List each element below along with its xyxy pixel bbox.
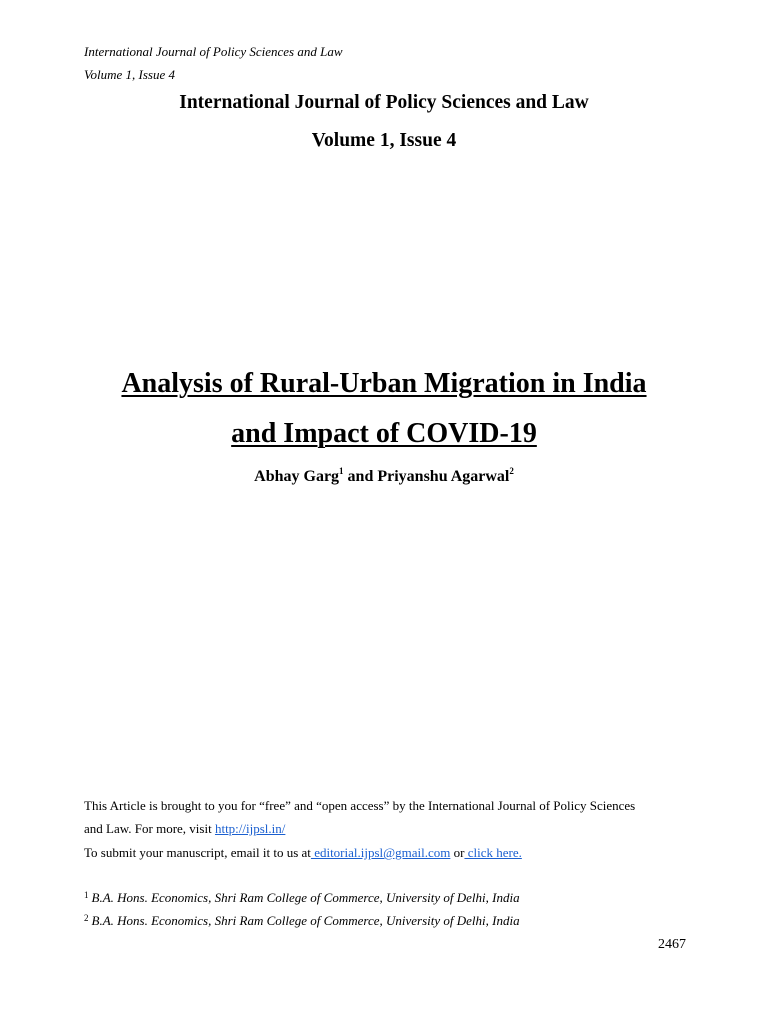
author-2-footnote-mark: 2 (509, 465, 514, 476)
notice-or-text: or (450, 845, 465, 860)
article-title-line-1: Analysis of Rural-Urban Migration in India (121, 368, 647, 399)
running-header-journal: International Journal of Policy Sciences and Law (84, 44, 343, 59)
running-header-issue: Volume 1, Issue 4 (84, 67, 175, 82)
footnote-1-text: B.A. Hons. Economics, Shri Ram College of Commerce, University of Delhi, India (91, 890, 520, 905)
notice-line-1: This Article is brought to you for “free” and “open access” by the International Journal of Policy Sciences (84, 798, 636, 813)
article-title-line-2: and Impact of COVID-19 (231, 418, 537, 449)
journal-title: International Journal of Policy Sciences and Law (179, 92, 589, 113)
notice-submit-text: To submit your manuscript, email it to us at (84, 845, 311, 860)
notice-visit-text: and Law. For more, visit (84, 821, 215, 836)
notice-line-2 (84, 821, 694, 837)
footnote-2-text: B.A. Hons. Economics, Shri Ram College of Commerce, University of Delhi, India (91, 913, 520, 928)
authors-conjunction: and (343, 468, 378, 485)
journal-issue: Volume 1, Issue 4 (311, 130, 457, 151)
footnote-1 (84, 890, 520, 907)
authors-line (0, 467, 768, 487)
author-2-name: Priyanshu Agarwal (377, 468, 510, 485)
click-here-link[interactable]: click here. (464, 845, 522, 860)
author-1-name: Abhay Garg (254, 468, 340, 485)
page-number: 2467 (658, 937, 686, 952)
footnote-2-mark: 2 (84, 913, 89, 923)
author-1-footnote-mark: 1 (339, 465, 344, 476)
email-link[interactable]: editorial.ijpsl@gmail.com (310, 845, 451, 860)
footnote-2 (84, 913, 520, 930)
website-link[interactable]: http://ijpsl.in/ (214, 821, 286, 836)
notice-line-3 (84, 845, 694, 861)
footnote-1-mark: 1 (84, 890, 89, 900)
